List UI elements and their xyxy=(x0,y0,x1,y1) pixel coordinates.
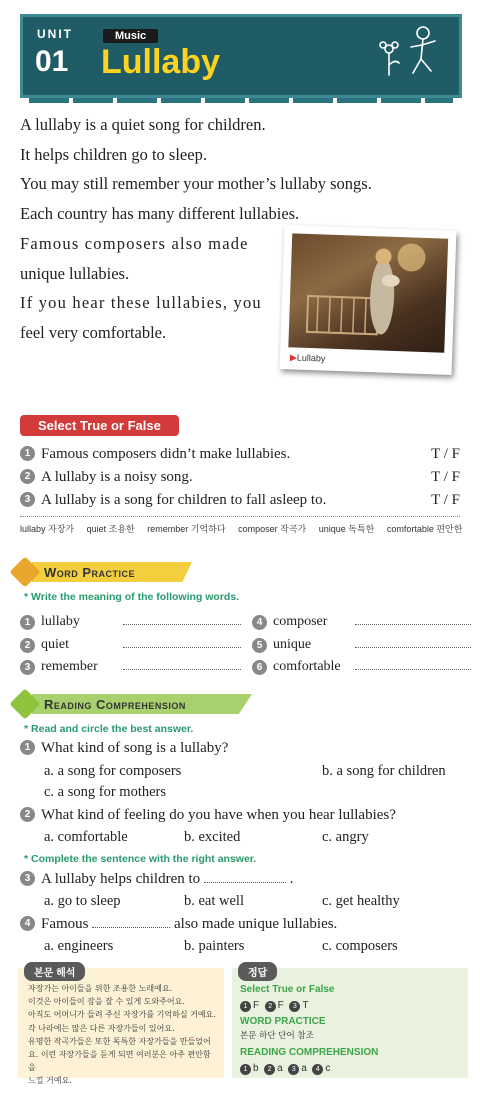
question: 4 Famous also made unique lullabies. xyxy=(20,916,337,933)
photo-caption: ▶Lullaby xyxy=(289,352,326,364)
vocab-item: comfortable 편안한 xyxy=(386,524,463,534)
word: quiet xyxy=(41,637,69,652)
subject-badge: Music xyxy=(103,29,158,43)
tf-item xyxy=(20,446,460,463)
tf-item xyxy=(20,469,460,486)
answer-option[interactable]: a. comfortable xyxy=(44,829,128,845)
question xyxy=(20,740,228,757)
answer-option[interactable]: c. angry xyxy=(322,829,369,845)
translation-line: 요. 이런 자장가들을 듣게 되면 여러분은 아주 편안함을 xyxy=(28,1050,211,1073)
word-practice-banner xyxy=(14,560,135,584)
answer-option[interactable]: c. a song for mothers xyxy=(44,784,167,800)
passage-line: unique lullabies. xyxy=(20,263,130,283)
tf-statement: A lullaby is a noisy song. xyxy=(41,469,193,485)
tf-item xyxy=(20,492,460,509)
question-text: What kind of song is a lullaby? xyxy=(41,740,229,756)
number-badge: 1 xyxy=(20,740,35,755)
answer-blank[interactable] xyxy=(123,636,241,648)
answer-blank[interactable] xyxy=(123,658,241,670)
passage-line: A lullaby is a quiet song for children. xyxy=(20,115,266,134)
translation-line: 느낄 거예요. xyxy=(28,1076,72,1086)
answer-heading: WORD PRACTICE xyxy=(240,1015,326,1027)
vocab-item: quiet 조용한 xyxy=(86,524,135,534)
instruction: * Complete the sentence with the right answer. xyxy=(24,853,256,865)
passage-line: It helps children go to sleep. xyxy=(20,144,207,164)
word-item xyxy=(20,636,241,653)
vocab-item: composer 작곡가 xyxy=(238,524,307,534)
answer-option[interactable]: a. go to sleep xyxy=(44,893,121,909)
number-badge: 1 xyxy=(20,615,35,630)
translation-text xyxy=(28,982,218,1088)
number-badge: 3 xyxy=(20,660,35,675)
question-text: A lullaby helps children to xyxy=(41,871,201,887)
instruction: * Write the meaning of the following words. xyxy=(24,591,239,603)
answer-option[interactable]: a. a song for composers xyxy=(44,763,182,779)
passage-line: Famous composers also made xyxy=(20,233,249,253)
answer-blank[interactable] xyxy=(355,636,471,648)
passage-line: You may still remember your mother’s lullaby songs. xyxy=(20,174,372,194)
translation-line: 이것은 아이들이 잠을 잘 수 있게 도와주어요. xyxy=(28,997,185,1007)
answer-tag: 정답 xyxy=(238,962,277,981)
number-badge: 1 xyxy=(20,446,35,461)
answer-option[interactable]: c. get healthy xyxy=(322,893,400,909)
number-badge: 2 xyxy=(20,638,35,653)
answer-option[interactable]: b. eat well xyxy=(184,893,244,909)
vocab-item: unique 독특한 xyxy=(318,524,375,534)
answer-key-box xyxy=(232,968,468,1078)
word-item xyxy=(252,658,471,675)
reading-comprehension-banner xyxy=(14,692,186,716)
question-text: Famous xyxy=(41,916,89,932)
passage-line: Each country has many different lullabies. xyxy=(20,204,300,224)
answer-blank[interactable] xyxy=(123,613,241,625)
instruction: * Read and circle the best answer. xyxy=(24,723,193,735)
word: comfortable xyxy=(273,659,341,674)
chalk-figure-icon xyxy=(375,23,445,89)
translation-line: 아직도 어머니가 들려 주신 자장가를 기억하실 거예요. xyxy=(28,1010,216,1020)
section-title: Word Practice xyxy=(44,564,136,580)
rc-answers: 1 b 2 a 3 a 4 c xyxy=(240,1061,378,1077)
word-item xyxy=(20,613,241,630)
unit-header xyxy=(20,14,462,98)
word: unique xyxy=(273,637,312,652)
pencil-icon xyxy=(9,556,40,587)
answer-heading: Select True or False xyxy=(240,984,335,995)
unit-label: UNIT xyxy=(37,27,73,41)
answer-key xyxy=(240,982,378,1077)
number-badge: 4 xyxy=(252,615,267,630)
lullaby-photo xyxy=(280,225,457,375)
photo-image xyxy=(288,233,448,352)
answer-heading: READING COMPREHENSION xyxy=(240,1047,379,1059)
number-badge: 2 xyxy=(20,469,35,484)
answer-option[interactable]: b. a song for children xyxy=(322,763,446,779)
translation-line: 유명한 작곡가들은 또한 독특한 자장가들을 만들었어 xyxy=(28,1036,211,1046)
number-badge: 5 xyxy=(252,638,267,653)
tf-statement: A lullaby is a song for children to fall asleep to. xyxy=(41,492,327,508)
vocab-item: remember 기억하다 xyxy=(147,524,226,534)
tf-choice[interactable]: T / F xyxy=(431,492,460,508)
book-icon xyxy=(9,688,40,719)
unit-number: 01 xyxy=(35,45,69,78)
divider xyxy=(20,516,460,517)
vocab-list xyxy=(20,522,472,535)
tf-choice[interactable]: T / F xyxy=(431,469,460,485)
caption-arrow-icon: ▶ xyxy=(289,352,298,363)
number-badge: 6 xyxy=(252,660,267,675)
answer-option[interactable]: b. painters xyxy=(184,938,245,954)
word-item xyxy=(252,613,471,630)
translation-line: 각 나라에는 많은 다른 자장가들이 있어요. xyxy=(28,1023,175,1033)
wp-note: 본문 하단 단어 참조 xyxy=(240,1031,314,1042)
answer-blank[interactable] xyxy=(355,658,471,670)
word: remember xyxy=(41,659,98,674)
number-badge: 3 xyxy=(20,492,35,507)
word-item xyxy=(20,658,241,675)
translation-line: 자장가는 아이들을 위한 조용한 노래예요. xyxy=(28,984,173,993)
word: lullaby xyxy=(41,614,80,629)
tf-answers: 1 F 2 F 3 T xyxy=(240,998,378,1014)
tf-choice[interactable]: T / F xyxy=(431,446,460,462)
number-badge: 3 xyxy=(20,871,35,886)
vocab-item: lullaby 자장가 xyxy=(20,524,75,534)
fill-blank[interactable] xyxy=(92,918,170,928)
translation-box xyxy=(18,968,224,1086)
section-title: Reading Comprehension xyxy=(44,696,186,712)
word-item xyxy=(252,636,471,653)
answer-blank[interactable] xyxy=(355,613,471,625)
answer-option[interactable]: a. engineers xyxy=(44,938,114,954)
question: 3 A lullaby helps children to . xyxy=(20,871,293,888)
passage-line: feel very comfortable. xyxy=(20,322,167,342)
answer-option[interactable]: c. composers xyxy=(322,938,398,954)
mother-child-illustration xyxy=(288,233,448,352)
word: composer xyxy=(273,614,328,629)
unit-title: Lullaby xyxy=(101,43,221,81)
true-false-title: Select True or False xyxy=(20,415,179,436)
passage-line: If you hear these lullabies, you xyxy=(20,293,262,313)
answer-option[interactable]: b. excited xyxy=(184,829,241,845)
question xyxy=(20,807,396,824)
fill-blank[interactable] xyxy=(204,873,286,883)
question-text: What kind of feeling do you have when you hear lullabies? xyxy=(41,807,396,823)
tf-statement: Famous composers didn’t make lullabies. xyxy=(41,446,291,462)
number-badge: 4 xyxy=(20,916,35,931)
number-badge: 2 xyxy=(20,807,35,822)
translation-tag: 본문 해석 xyxy=(24,962,85,981)
